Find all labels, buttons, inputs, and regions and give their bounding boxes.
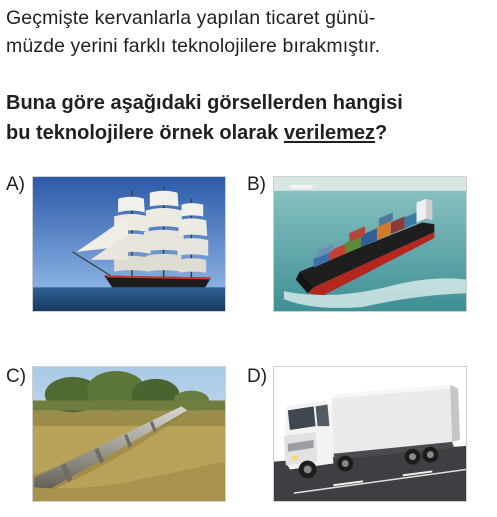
- truck-illustration: [274, 367, 466, 501]
- question-mark: ?: [375, 122, 388, 144]
- intro-text: [6, 4, 490, 60]
- container-ship-illustration: [274, 177, 466, 311]
- intro-line-2: müzde yerini farklı teknolojilere bırakmıştır.: [6, 35, 381, 57]
- question-emphasis: verilemez: [283, 122, 376, 144]
- question-line-2-start: bu teknolojilere örnek olarak: [6, 122, 284, 144]
- option-a-sailing-ship-image[interactable]: [32, 176, 226, 312]
- question-line-1: Buna göre aşağıdaki görsellerden hangisi: [6, 92, 403, 114]
- sailing-ship-illustration: [33, 177, 225, 311]
- option-d-label[interactable]: D): [247, 366, 268, 387]
- pipeline-illustration: [33, 367, 225, 501]
- option-b-label[interactable]: B): [247, 174, 266, 195]
- option-c-label[interactable]: C): [6, 366, 27, 387]
- question-text: [6, 88, 492, 148]
- question-line-2: [6, 118, 492, 148]
- option-b-container-ship-image[interactable]: [273, 176, 467, 312]
- intro-line-1: Geçmişte kervanlarla yapılan ticaret günü-: [6, 7, 376, 29]
- option-d-truck-image[interactable]: [273, 366, 467, 502]
- option-a-label[interactable]: A): [6, 174, 25, 195]
- option-c-pipeline-image[interactable]: [32, 366, 226, 502]
